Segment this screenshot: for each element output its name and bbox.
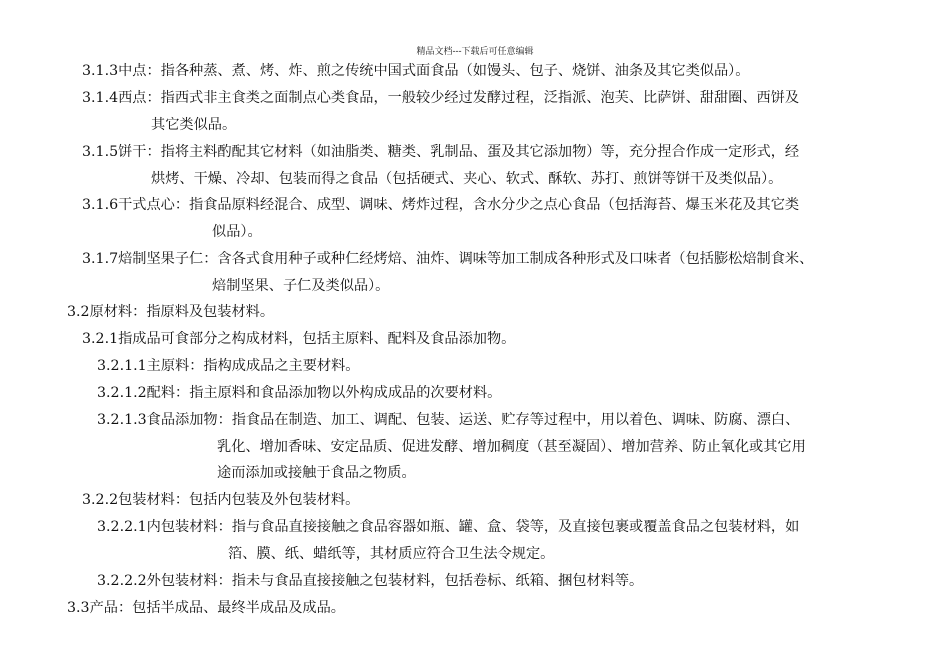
section-3-2-2-2 [97, 568, 643, 595]
section-3-2-2 [82, 487, 359, 514]
section-3-1-7 [82, 246, 813, 299]
section-3-2-2-2-line-1: 3.2.2.2外包装材料：指未与食品直接接触之包装材料，包括卷标、纸箱、捆包材料等。 [97, 573, 644, 589]
section-3-1-3 [82, 58, 749, 85]
section-3-2-1-1-line-1: 3.2.1.1主原料：指构成成品之主要材料。 [97, 358, 360, 374]
section-3-2-1-line-1: 3.2.1指成品可食部分之构成材料，包括主原料、配料及食品添加物。 [82, 331, 516, 347]
section-3-1-5-line-2: 烘烤、干燥、冷却、包装而得之食品（包括硬式、夹心、软式、酥软、苏打、煎饼等饼干及类似品）。 [151, 170, 783, 187]
section-3-2-1-3-line-2: 乳化、增加香味、安定品质、促进发酵、增加稠度（甚至凝固）、增加营养、防止氧化或其它用 [217, 438, 806, 455]
section-3-2-2-1-line-1: 3.2.2.1内包装材料：指与食品直接接触之食品容器如瓶、罐、盒、袋等，及直接包裹或覆盖食品之包装材料，如 [97, 519, 800, 535]
section-3-1-5 [82, 139, 799, 192]
section-3-1-6-line-1: 3.1.6干式点心：指食品原料经混合、成型、调味、烤炸过程，含水分少之点心食品（包括海苔、爆玉米花及其它类 [82, 197, 800, 213]
section-3-2-1-1 [97, 353, 359, 380]
section-3-1-4 [82, 85, 799, 138]
section-3-2-1-2-line-1: 3.2.1.2配料：指主原料和食品添加物以外构成成品的次要材料。 [97, 385, 502, 401]
section-3-2-2-line-1: 3.2.2包装材料：包括内包装及外包装材料。 [82, 492, 360, 508]
section-3-1-7-line-1: 3.1.7焙制坚果子仁：含各式食用种子或种仁经烤焙、油炸、调味等加工制成各种形式及口味者（包括膨松焙制食米、 [82, 251, 814, 267]
header-note: 精品文档---下载后可任意编辑 [416, 47, 534, 57]
section-3-2-1-3-line-1: 3.2.1.3食品添加物：指食品在制造、加工、调配、包装、运送、贮存等过程中，用以着色、调味、防腐、漂白、 [97, 412, 800, 428]
section-3-2-1-3 [97, 407, 806, 487]
section-3-1-4-line-2: 其它类似品。 [151, 116, 237, 133]
section-3-1-6-line-2: 似品）。 [212, 223, 262, 240]
section-3-3-line-1: 3.3产品：包括半成品、最终半成品及成品。 [67, 600, 345, 616]
section-3-1-7-line-2: 焙制坚果、子仁及类似品）。 [212, 277, 390, 294]
section-3-1-5-line-1: 3.1.5饼干：指将主料酌配其它材料（如油脂类、糖类、乳制品、蛋及其它添加物）等，充分捏合作成一定形式，经 [82, 144, 800, 160]
section-3-2-1-3-line-3: 途而添加或接触于食品之物质。 [217, 465, 416, 481]
section-3-2 [67, 299, 274, 326]
section-3-2-1-2 [97, 380, 501, 407]
section-3-2-1 [82, 326, 515, 353]
section-3-3 [67, 595, 345, 622]
section-3-1-6 [82, 192, 799, 245]
section-3-2-line-1: 3.2原材料：指原料及包装材料。 [67, 304, 275, 320]
section-3-2-2-1-line-2: 箔、膜、纸、蜡纸等，其材质应符合卫生法令规定。 [228, 545, 555, 562]
section-3-1-3-line-1: 3.1.3中点：指各种蒸、煮、烤、炸、煎之传统中国式面食品（如馒头、包子、烧饼、油条及其它类似品）。 [82, 63, 750, 79]
section-3-2-2-1 [97, 514, 799, 567]
section-3-1-4-line-1: 3.1.4西点：指西式非主食类之面制点心类食品，一般较少经过发酵过程，泛指派、泡芙、比萨饼、甜甜圈、西饼及 [82, 90, 800, 106]
